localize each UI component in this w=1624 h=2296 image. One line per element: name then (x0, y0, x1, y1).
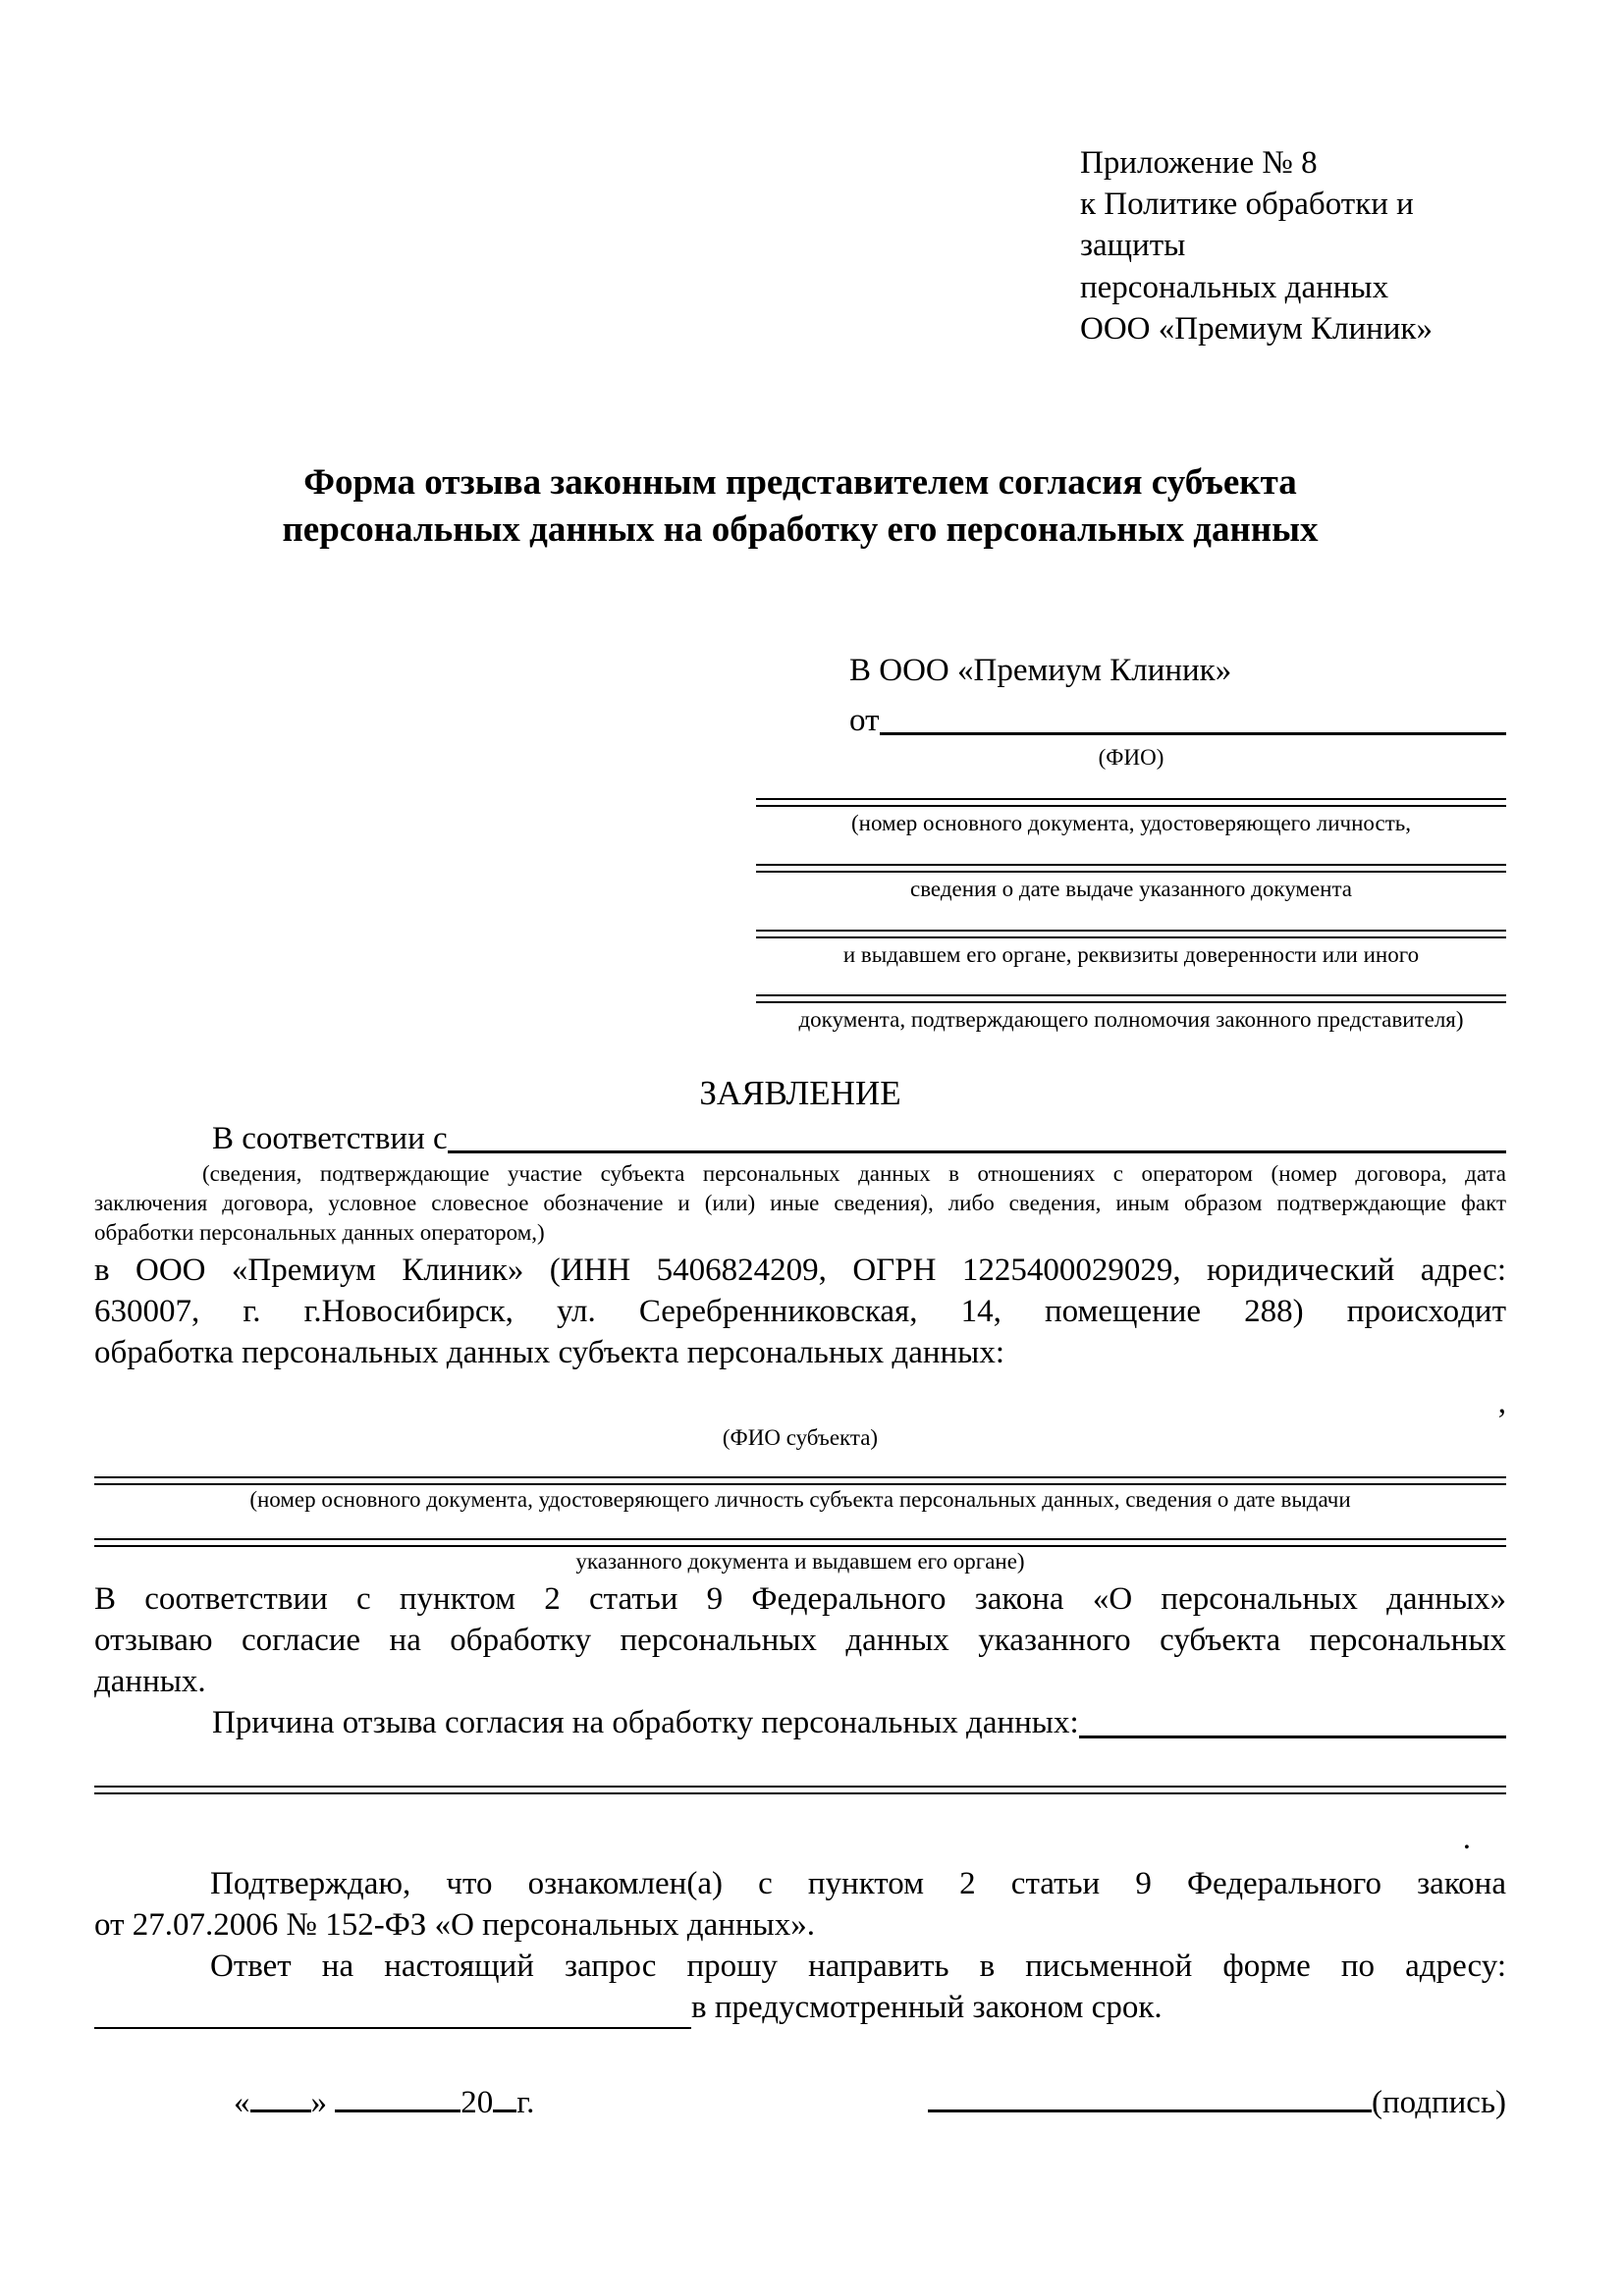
subject-doc-line (94, 1538, 1506, 1547)
doc-field-caption: (номер основного документа, удостоверяющего личность, (850, 810, 1411, 835)
operator-line: обработка персональных данных субъекта персональных данных: (94, 1335, 1004, 1371)
subject-fio-row (94, 1382, 1506, 1423)
document-title (94, 459, 1506, 554)
reason-field-line (1079, 1735, 1506, 1738)
operator-paragraph (94, 1250, 1506, 1374)
doc-field-line (756, 930, 1506, 938)
participation-note (94, 1159, 1506, 1248)
statement-heading: ЗАЯВЛЕНИЕ (699, 1074, 901, 1113)
operator-line: в ООО «Премиум Клиник» (ИНН 5406824209, ОГРН 1225400029029, юридический адрес: (94, 1252, 1506, 1288)
date-group (234, 2080, 534, 2123)
reply-line: Ответ на настоящий запрос прошу направить в письменной форме по адресу: (210, 1949, 1506, 1985)
reason-blank-row (94, 1818, 1506, 1859)
note-line: обработки персональных данных оператором,) (94, 1220, 545, 1246)
reply-suffix: в предусмотренный законом срок. (691, 1990, 1163, 2026)
withdraw-line: данных. (94, 1664, 206, 1700)
operator-line: 630007, г. г.Новосибирск, ул. Серебренниковская, 14, помещение 288) происходит (94, 1294, 1506, 1330)
addressee-to: В ООО «Премиум Клиник» (849, 653, 1232, 689)
footer-row (94, 2080, 1506, 2123)
date-month-line (335, 2080, 460, 2112)
confirm-line: от 27.07.2006 № 152-ФЗ «О персональных данных». (94, 1907, 815, 1943)
reason-blank-line (94, 1786, 1506, 1794)
subject-fio-caption: (ФИО субъекта) (722, 1424, 879, 1450)
doc-field-caption: и выдавшем его органе, реквизиты доверенности или иного (842, 941, 1420, 967)
reason-row (94, 1702, 1506, 1743)
from-label: от (849, 702, 880, 738)
appendix-header-line: к Политике обработки и защиты (1080, 187, 1414, 264)
withdraw-line: отзываю согласие на обработку персональных данных указанного субъекта персональных (94, 1622, 1506, 1658)
intro-field-line (448, 1150, 1506, 1153)
addressee-block (756, 650, 1506, 1035)
subject-fio-comma: , (1497, 1384, 1506, 1420)
note-line: (сведения, подтверждающие участие субъекта персональных данных в отношениях с оператором (номер договора, дата (202, 1161, 1506, 1187)
from-row (756, 700, 1506, 741)
reply-paragraph (94, 1946, 1506, 2028)
date-day-line (250, 2080, 311, 2112)
appendix-header (1080, 142, 1517, 349)
subject-doc-caption: (номер основного документа, удостоверяющего личность субъекта персональных данных, сведения о дате выдачи (249, 1486, 1351, 1512)
doc-field-line (756, 864, 1506, 873)
subject-doc-caption: указанного документа и выдавшем его органе) (575, 1548, 1025, 1574)
signature-group (928, 2080, 1506, 2123)
reason-prefix: Причина отзыва согласия на обработку персональных данных: (212, 1705, 1079, 1741)
doc-field-line (756, 798, 1506, 807)
doc-field-caption: документа, подтверждающего полномочия законного представителя) (798, 1007, 1464, 1033)
doc-field-caption: сведения о дате выдаче указанного документа (909, 876, 1353, 901)
title-line: Форма отзыва законным представителем согласия субъекта (303, 462, 1297, 504)
withdraw-line: В соответствии с пунктом 2 статьи 9 Федерального закона «О персональных данных» (94, 1580, 1506, 1617)
date-close-quote: » (310, 2084, 327, 2120)
subject-fields (94, 1382, 1506, 1576)
appendix-header-line: Приложение № 8 (1080, 145, 1318, 181)
signature-caption: (подпись) (1372, 2084, 1506, 2120)
fio-caption: (ФИО) (1098, 744, 1164, 770)
confirm-line: Подтверждаю, что ознакомлен(а) с пунктом 2 статьи 9 Федерального закона (210, 1865, 1506, 1901)
date-year-suffix: г. (516, 2084, 535, 2120)
signature-line (928, 2080, 1372, 2112)
withdraw-paragraph (94, 1578, 1506, 1703)
doc-field-line (756, 994, 1506, 1003)
subject-doc-line (94, 1476, 1506, 1485)
date-year-prefix: 20 (460, 2084, 494, 2120)
appendix-header-line: ООО «Премиум Клиник» (1080, 310, 1433, 347)
reply-address-line (94, 1998, 691, 2029)
reason-period: . (1462, 1820, 1471, 1856)
title-line: персональных данных на обработку его персональных данных (282, 509, 1319, 551)
confirm-paragraph (94, 1863, 1506, 1946)
intro-row (94, 1118, 1506, 1159)
intro-prefix: В соответствии с (212, 1121, 448, 1157)
date-year-line (493, 2080, 516, 2112)
appendix-header-line: персональных данных (1080, 269, 1389, 305)
date-open-quote: « (234, 2084, 250, 2120)
note-line: заключения договора, условное словесное обозначение и (или) иные сведения), либо сведения, иным образом подтверждающие факт (94, 1191, 1506, 1216)
from-fio-field-line (880, 732, 1507, 735)
reply-address-row (94, 1987, 1506, 2028)
